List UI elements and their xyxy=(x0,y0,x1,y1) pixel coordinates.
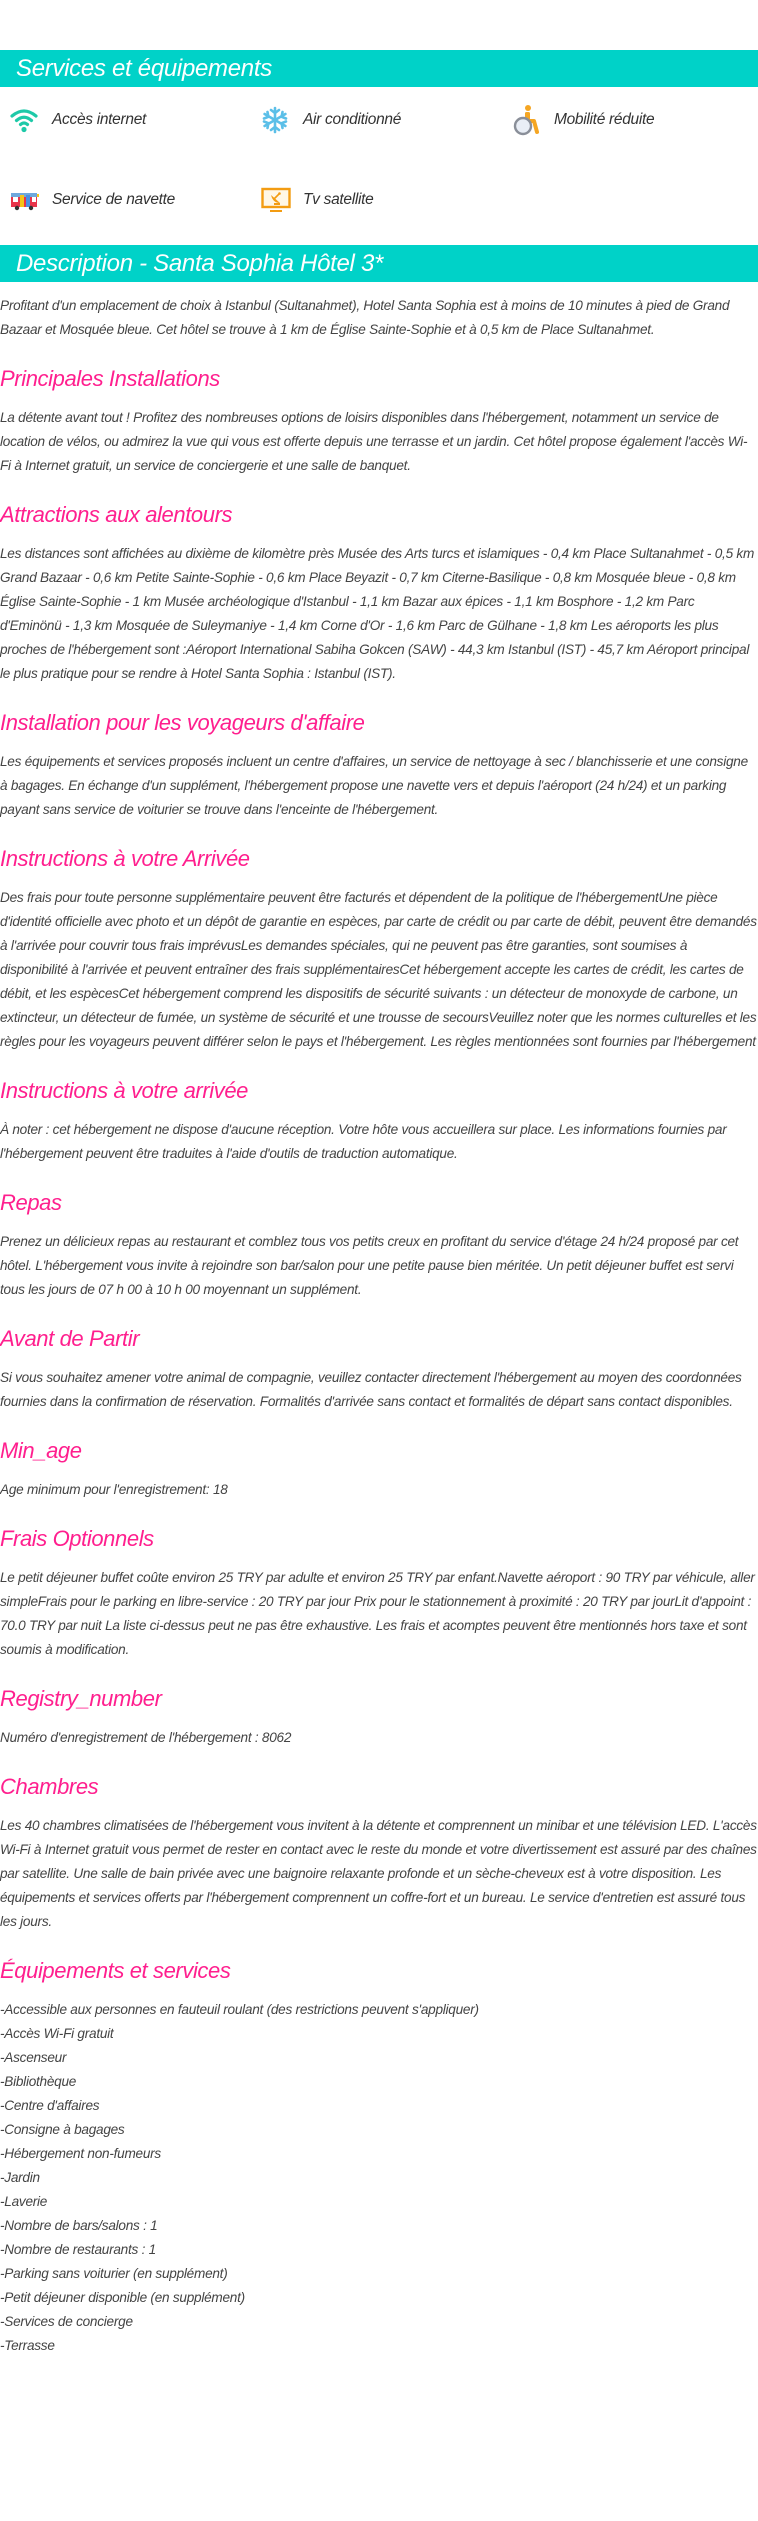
section-nearby-attractions xyxy=(0,478,758,686)
list-item: -Services de concierge xyxy=(0,2314,133,2329)
section-title: Attractions aux alentours xyxy=(0,502,233,527)
section-arrival-instructions xyxy=(0,822,758,1054)
section-title: Registry_number xyxy=(0,1686,162,1711)
description-header-band xyxy=(0,245,758,282)
section-min-age xyxy=(0,1414,758,1502)
section-title: Chambres xyxy=(0,1774,99,1799)
list-item: -Parking sans voiturier (en supplément) xyxy=(0,2266,228,2281)
amenity-label: Accès internet xyxy=(52,111,147,128)
section-body: Numéro d'enregistrement de l'hébergement : 8062 xyxy=(0,1730,292,1745)
section-title: Principales Installations xyxy=(0,366,220,391)
amenity-label: Tv satellite xyxy=(303,191,374,208)
section-rooms xyxy=(0,1750,758,1934)
list-item: -Bibliothèque xyxy=(0,2074,77,2089)
amenity-satellite-tv xyxy=(261,185,512,215)
section-registry-number xyxy=(0,1662,758,1750)
satellite-tv-icon xyxy=(261,185,293,215)
snowflake-icon xyxy=(261,105,293,135)
section-title: Min_age xyxy=(0,1438,82,1463)
amenity-internet xyxy=(10,105,261,135)
section-title: Instructions à votre Arrivée xyxy=(0,846,250,871)
section-main-facilities xyxy=(0,342,758,478)
section-title: Installation pour les voyageurs d'affaire xyxy=(0,710,365,735)
list-item: -Accès Wi-Fi gratuit xyxy=(0,2026,114,2041)
list-item: -Nombre de bars/salons : 1 xyxy=(0,2218,158,2233)
amenity-label: Service de navette xyxy=(52,191,175,208)
section-body: Si vous souhaitez amener votre animal de compagnie, veuillez contacter directement l'hébergement au moyen des coordonnées fournies dans la confirmation de réservation. Formalités d'arrivée sans contact et formalités de départ sans contact disponibles. xyxy=(0,1370,742,1409)
list-item: -Centre d'affaires xyxy=(0,2098,100,2113)
amenities-grid xyxy=(0,87,758,245)
description-intro: Profitant d'un emplacement de choix à Istanbul (Sultanahmet), Hotel Santa Sophia est à moins de 10 minutes à pied de Grand Bazaar et Mosquée bleue. Cet hôtel se trouve à 1 km de Église Sainte-Sophie et à 0,5 km de Place Sultanahmet. xyxy=(0,298,730,337)
section-title: Équipements et services xyxy=(0,1958,231,1983)
amenity-shuttle xyxy=(10,185,261,215)
amenity-label: Air conditionné xyxy=(303,111,402,128)
section-optional-fees xyxy=(0,1502,758,1662)
section-arrival-instructions-2 xyxy=(0,1054,758,1166)
section-equipment-services xyxy=(0,1934,758,2358)
services-header-band xyxy=(0,50,758,87)
section-body: Des frais pour toute personne supplémentaire peuvent être facturés et dépendent de la politique de l'hébergementUne pièce d'identité officielle avec photo et un dépôt de garantie en espèces, par carte de crédit ou par carte de débit, peuvent être demandés à l'arrivée pour couvrir tous frais imprévusLes demandes spéciales, qui ne peuvent pas être garanties, sont soumises à disponibilité à l'arrivée et peuvent entraîner des frais supplémentairesCet hébergement accepte les cartes de crédit, les cartes de débit, et les espècesCet hébergement comprend les dispositifs de sécurité suivants : un détecteur de monoxyde de carbone, un extincteur, un détecteur de fumée, un système de sécurité et une trousse de secoursVeuillez noter que les normes culturelles et les règles pour les voyageurs peuvent différer selon le pays et l'hébergement. Les règles mentionnées sont fournies par l'hébergement xyxy=(0,890,757,1049)
section-body: Les distances sont affichées au dixième de kilomètre près Musée des Arts turcs et islamiques - 0,4 km Place Sultanahmet - 0,5 km Grand Bazaar - 0,6 km Petite Sainte-Sophie - 0,6 km Place Beyazit - 0,7 km Citerne-Basilique - 0,8 km Mosquée bleue - 0,8 km Église Sainte-Sophie - 1 km Musée archéologique d'Istanbul - 1,1 km Bazar aux épices - 1,1 km Bosphore - 1,2 km Parc d'Eminönü - 1,3 km Mosquée de Suleymaniye - 1,4 km Corne d'Or - 1,6 km Parc de Gülhane - 1,8 km Les aéroports les plus proches de l'hébergement sont :Aéroport International Sabiha Gokcen (SAW) - 44,3 km Istanbul (IST) - 45,7 km Aéroport principal le plus pratique pour se rendre à Hotel Santa Sophia : Istanbul (IST). xyxy=(0,546,755,681)
section-body: Le petit déjeuner buffet coûte environ 25 TRY par adulte et environ 25 TRY par enfant.Navette aéroport : 90 TRY par véhicule, aller simpleFrais pour le parking en libre-service : 20 TRY par jour Prix pour le stationnement à proximité : 20 TRY par jourLit d'appoint : 70.0 TRY par nuit La liste ci-dessus peut ne pas être exhaustive. Les frais et acomptes peuvent être mentionnés hors taxe et sont soumis à modification. xyxy=(0,1570,755,1657)
list-item: -Laverie xyxy=(0,2194,48,2209)
amenity-air-conditioning xyxy=(261,105,512,135)
section-business-travelers xyxy=(0,686,758,822)
list-item: -Hébergement non-fumeurs xyxy=(0,2146,161,2161)
services-header-title: Services et équipements xyxy=(16,54,272,82)
list-item: -Accessible aux personnes en fauteuil roulant (des restrictions peuvent s'appliquer) xyxy=(0,2002,479,2017)
section-body: Les 40 chambres climatisées de l'hébergement vous invitent à la détente et comprennent un minibar et une télévision LED. L'accès Wi-Fi à Internet gratuit vous permet de rester en contact avec le reste du monde et votre divertissement est assuré par des chaînes par satellite. Une salle de bain privée avec une baignoire relaxante profonde et un sèche-cheveux est à votre disposition. Les équipements et services offerts par l'hébergement comprennent un coffre-fort et un bureau. Le service d'entretien est assuré tous les jours. xyxy=(0,1818,757,1929)
section-title: Frais Optionnels xyxy=(0,1526,154,1551)
section-title: Repas xyxy=(0,1190,62,1215)
wifi-icon xyxy=(10,105,42,135)
list-item: -Terrasse xyxy=(0,2338,55,2353)
description-header-title: Description - Santa Sophia Hôtel 3* xyxy=(16,249,384,277)
equipment-list xyxy=(0,1998,758,2358)
section-body: Les équipements et services proposés incluent un centre d'affaires, un service de nettoyage à sec / blanchisserie et une consigne à bagages. En échange d'un supplément, l'hébergement propose une navette vers et depuis l'aéroport (24 h/24) et un parking payant sans service de voiturier se trouve dans l'enceinte de l'hébergement. xyxy=(0,754,748,817)
section-body: Age minimum pour l'enregistrement: 18 xyxy=(0,1482,228,1497)
section-before-leaving xyxy=(0,1302,758,1414)
section-body: Prenez un délicieux repas au restaurant et comblez tous vos petits creux en profitant du service d'étage 24 h/24 proposé par cet hôtel. L'hébergement vous invite à rejoindre son bar/salon pour une petite pause bien méritée. Un petit déjeuner buffet est servi tous les jours de 07 h 00 à 10 h 00 moyennant un supplément. xyxy=(0,1234,739,1297)
wheelchair-icon xyxy=(512,105,544,135)
list-item: -Nombre de restaurants : 1 xyxy=(0,2242,156,2257)
shuttle-bus-icon xyxy=(10,185,42,215)
list-item: -Petit déjeuner disponible (en supplément) xyxy=(0,2290,245,2305)
list-item: -Ascenseur xyxy=(0,2050,67,2065)
amenity-label: Mobilité réduite xyxy=(554,111,655,128)
amenity-reduced-mobility xyxy=(512,105,758,135)
section-meals xyxy=(0,1166,758,1302)
section-body: La détente avant tout ! Profitez des nombreuses options de loisirs disponibles dans l'hébergement, notamment un service de location de vélos, ou admirez la vue qui vous est offerte depuis une terrasse et un jardin. Cet hôtel propose également l'accès Wi-Fi à Internet gratuit, un service de conciergerie et une salle de banquet. xyxy=(0,410,748,473)
section-title: Avant de Partir xyxy=(0,1326,140,1351)
section-title: Instructions à votre arrivée xyxy=(0,1078,249,1103)
list-item: -Consigne à bagages xyxy=(0,2122,125,2137)
section-body: À noter : cet hébergement ne dispose d'aucune réception. Votre hôte vous accueillera sur place. Les informations fournies par l'hébergement peuvent être traduites à l'aide d'outils de traduction automatique. xyxy=(0,1122,727,1161)
list-item: -Jardin xyxy=(0,2170,40,2185)
